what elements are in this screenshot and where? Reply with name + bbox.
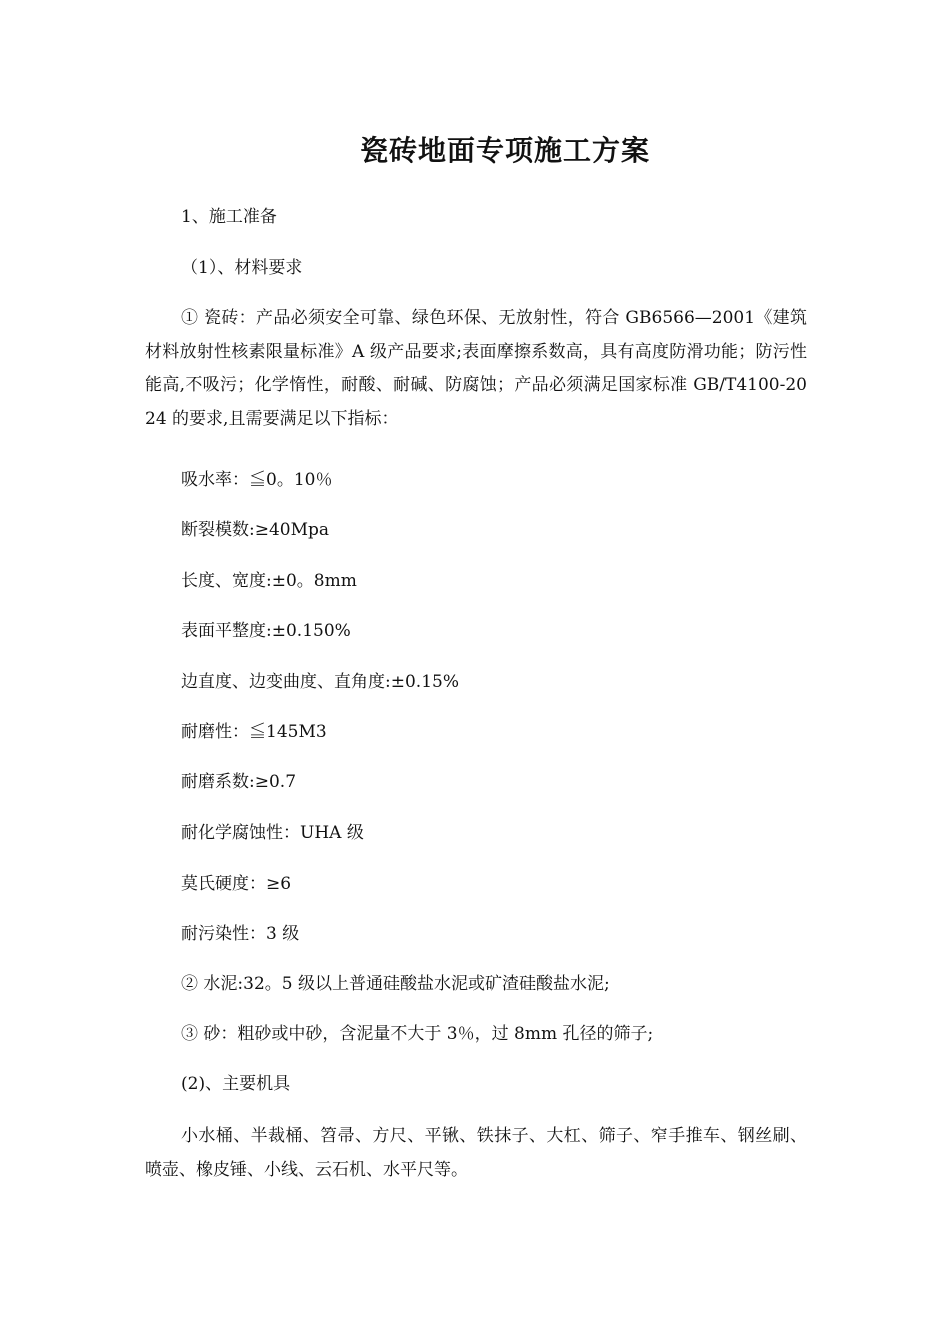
subsection-heading-material-requirements: （1）、材料要求	[181, 258, 303, 278]
spec-modulus-of-rupture: 断裂模数:≥40Mpa	[181, 520, 330, 540]
spec-length-width: 长度、宽度:±0。8mm	[181, 571, 357, 591]
subsection-heading-main-tools: (2)、主要机具	[181, 1074, 291, 1094]
section-heading-construction-prep: 1、施工准备	[181, 207, 277, 227]
spec-surface-flatness: 表面平整度:±0.150%	[181, 621, 351, 641]
spec-wear-coefficient: 耐磨系数:≥0.7	[181, 772, 297, 792]
document-title: 瓷砖地面专项施工方案	[359, 134, 650, 167]
tools-list-paragraph: 小水桶、半裁桶、笤帚、方尺、平锹、铁抹子、大杠、筛子、窄手推车、钢丝刷、喷壶、橡皮锤、小线、云石机、水平尺等。	[145, 1126, 807, 1180]
tile-requirements-paragraph: ① 瓷砖：产品必须安全可靠、绿色环保、无放射性，符合 GB6566—2001《建筑材料放射性核素限量标准》A 级产品要求;表面摩擦系数高，具有高度防滑功能；防污性能高,不吸污；化学惰性，耐酸、耐碱、防腐蚀；产品必须满足国家标准 GB/T4100-2024 的要求,且需要满足以下指标：	[145, 308, 807, 429]
spec-stain-resistance: 耐污染性：3 级	[181, 924, 300, 944]
spec-water-absorption: 吸水率：≦0。10％	[181, 470, 333, 490]
spec-chemical-resistance: 耐化学腐蚀性：UHA 级	[181, 823, 364, 843]
spec-edge-straightness: 边直度、边变曲度、直角度:±0.15%	[181, 672, 459, 692]
cement-requirement: ② 水泥:32。5 级以上普通硅酸盐水泥或矿渣硅酸盐水泥;	[181, 974, 610, 994]
spec-wear-resistance: 耐磨性：≦145M3	[181, 722, 327, 742]
sand-requirement: ③ 砂：粗砂或中砂，含泥量不大于 3％，过 8mm 孔径的筛子;	[181, 1024, 654, 1044]
spec-mohs-hardness: 莫氏硬度：≥6	[181, 874, 292, 894]
